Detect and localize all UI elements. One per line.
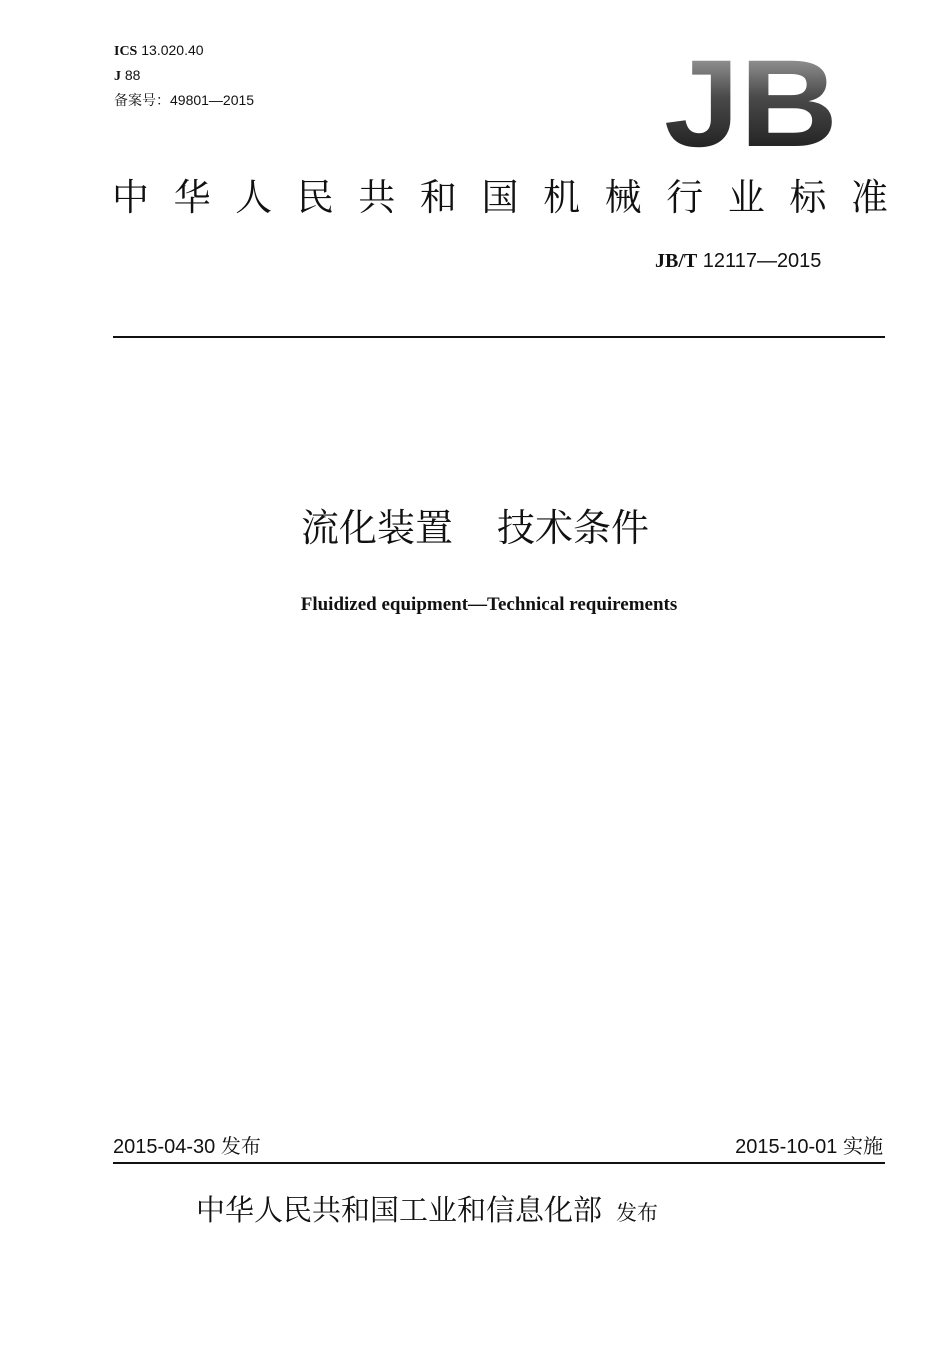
document-title-zh [0,502,950,554]
classification-code: J 88 [114,67,141,84]
title-zh-part1: 流化装置 [300,506,453,550]
title-zh-part2: 技术条件 [497,506,650,550]
standard-category-title: 中华人民共和国机械行业标准 [112,176,888,219]
implementation-date: 2015-10-01 实施 [735,1136,883,1158]
ics-code: ICS 13.020.40 [114,42,204,59]
standard-number: JB/T 12117—2015 [655,250,822,272]
record-number: 备案号：49801—2015 [114,92,255,108]
jb-logo [662,50,842,154]
issuer-name: 中华人民共和国工业和信息化部 [196,1193,603,1227]
top-divider [113,336,885,338]
svg-text:JB: JB [664,50,838,154]
bottom-divider [113,1162,885,1164]
issuing-authority [196,1190,658,1233]
issue-date: 2015-04-30 发布 [113,1136,261,1158]
issuer-suffix: 发布 [616,1201,659,1225]
document-title-en: Fluidized equipment—Technical requirements [300,594,678,615]
